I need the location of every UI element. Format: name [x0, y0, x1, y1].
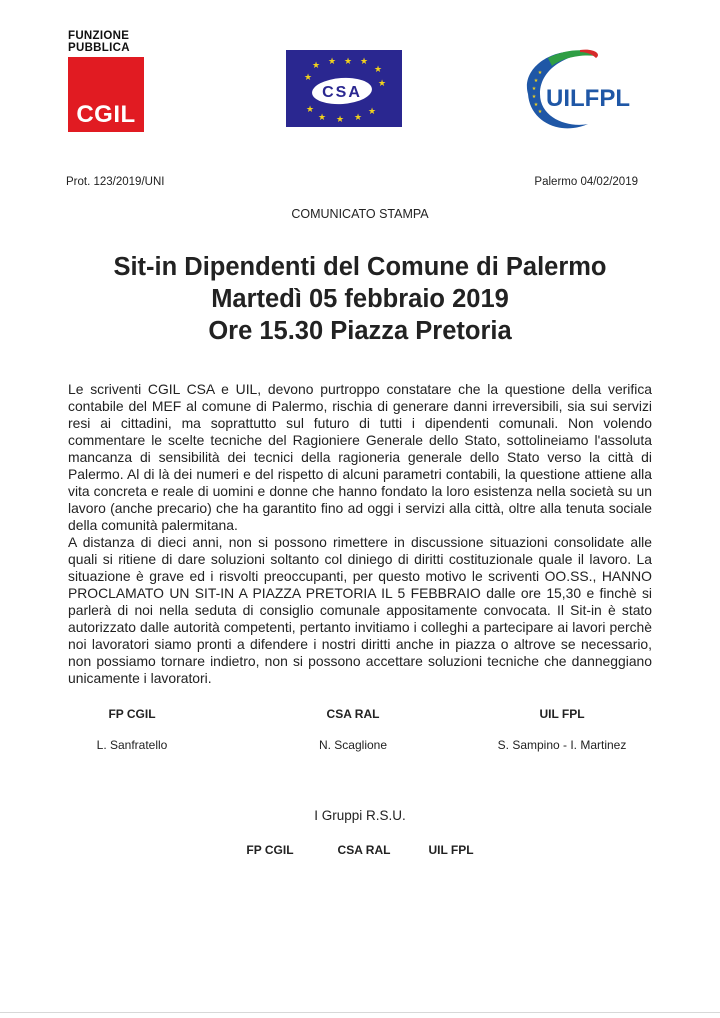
document-date: Palermo 04/02/2019 — [534, 176, 638, 188]
signature-org: FP CGIL — [108, 707, 156, 721]
svg-text:★: ★ — [303, 73, 313, 83]
document-type: COMUNICATO STAMPA — [291, 207, 429, 221]
rsu-groups — [0, 843, 720, 857]
svg-text:★: ★ — [327, 57, 337, 67]
title-line-1: Sit-in Dipendenti del Comune di Palermo — [113, 253, 607, 281]
svg-text:★: ★ — [533, 78, 539, 84]
uil-logo-text: UILFPL — [546, 85, 630, 112]
protocol-number: Prot. 123/2019/UNI — [66, 176, 165, 188]
svg-text:★: ★ — [335, 115, 345, 125]
signature-fp-cgil — [32, 707, 232, 752]
csa-logo-graphic — [286, 50, 402, 127]
svg-text:★: ★ — [531, 94, 537, 100]
page-bottom-divider — [0, 1012, 720, 1013]
body-paragraph-2: A distanza di dieci anni, non si possono rimettere in discussione situazioni consolidate alle quali si ritiene di dare soluzioni soltanto col diniego di diritti costituzionale quale il lavoro. La situazione è grave ed i risvolti preoccupanti, per questo motivo le scriventi OO.SS., HANNO PROCLAMATO UN SIT-IN A PIAZZA PRETORIA IL 5 FEBBRAIO dalle ore 15,30 e finchè si parlerà di noi nella seduta di consiglio comunale appositamente convocata. Il Sit-in è stato autorizzato dalle autorità competenti, pertanto invitiamo i colleghi a partecipare ai lavori perchè noi lavoratori siamo pronti a difendere i nostri diritti anche in piazza o altrove se necessario, non possiamo tornare indietro, non si possono accettare soluzioni tecniche che danneggiano unicamente i lavoratori. — [68, 534, 652, 686]
rsu-group: UIL FPL — [428, 843, 474, 857]
svg-text:★: ★ — [343, 57, 353, 67]
body-paragraph-1: Le scriventi CGIL CSA e UIL, devono purtroppo constatare che la questione della verifica contabile del MEF al comune di Palermo, rischia di generare danni irreversibili, sia sui servizi resi ai cittadini, ma soprattutto sul futuro di tutti i dipendenti comunali. Non volendo commentare le scelte tecniche del Ragioniere Generale dello Stato, sottolineiamo l'assoluta mancanza di sensibilità dei tecnici della ragioneria generale dello Stato verso la città di Palermo. Al di là dei numeri e del rispetto di alcuni parametri contabili, la questione attiene alla vita concreta e reale di uomini e donne che hanno fondato la loro esistenza nella società su un lavoro (anche precario) che ha garantito fino ad oggi i servizi alla città, oltre alla tenuta sociale della comunità palermitana. — [68, 381, 652, 533]
uil-logo-graphic — [510, 44, 638, 134]
document-title — [0, 251, 720, 347]
cgil-logo-line2: PUBBLICA — [68, 42, 130, 54]
signature-uil-fpl — [462, 707, 662, 752]
cgil-logo-box — [68, 57, 144, 132]
signature-name: L. Sanfratello — [96, 738, 168, 752]
rsu-group: FP CGIL — [246, 843, 294, 857]
signature-name: N. Scaglione — [318, 738, 388, 752]
signature-csa-ral — [253, 707, 453, 752]
cgil-logo-text: CGIL — [76, 101, 136, 128]
title-line-3: Ore 15.30 Piazza Pretoria — [208, 317, 512, 345]
svg-text:★: ★ — [353, 113, 363, 123]
svg-text:★: ★ — [359, 57, 369, 67]
svg-text:★: ★ — [533, 102, 539, 108]
signature-org: UIL FPL — [539, 707, 585, 721]
svg-text:★: ★ — [305, 105, 315, 115]
cgil-logo — [68, 30, 146, 132]
uil-logo — [510, 44, 638, 134]
csa-logo-text: CSA — [322, 84, 362, 101]
signature-name: S. Sampino - I. Martinez — [497, 738, 627, 752]
signature-org: CSA RAL — [326, 707, 380, 721]
rsu-title: I Gruppi R.S.U. — [314, 808, 406, 823]
svg-text:★: ★ — [367, 107, 377, 117]
title-line-2: Martedì 05 febbraio 2019 — [211, 285, 509, 313]
svg-text:★: ★ — [317, 113, 327, 123]
body-text — [68, 381, 652, 687]
svg-text:★: ★ — [537, 70, 543, 76]
csa-logo — [286, 50, 402, 127]
svg-text:★: ★ — [531, 86, 537, 92]
svg-text:★: ★ — [377, 79, 387, 89]
cgil-logo-line1: FUNZIONE — [68, 30, 130, 42]
svg-text:★: ★ — [311, 61, 321, 71]
rsu-group: CSA RAL — [337, 843, 391, 857]
svg-text:★: ★ — [537, 109, 543, 115]
svg-text:★: ★ — [373, 65, 383, 75]
